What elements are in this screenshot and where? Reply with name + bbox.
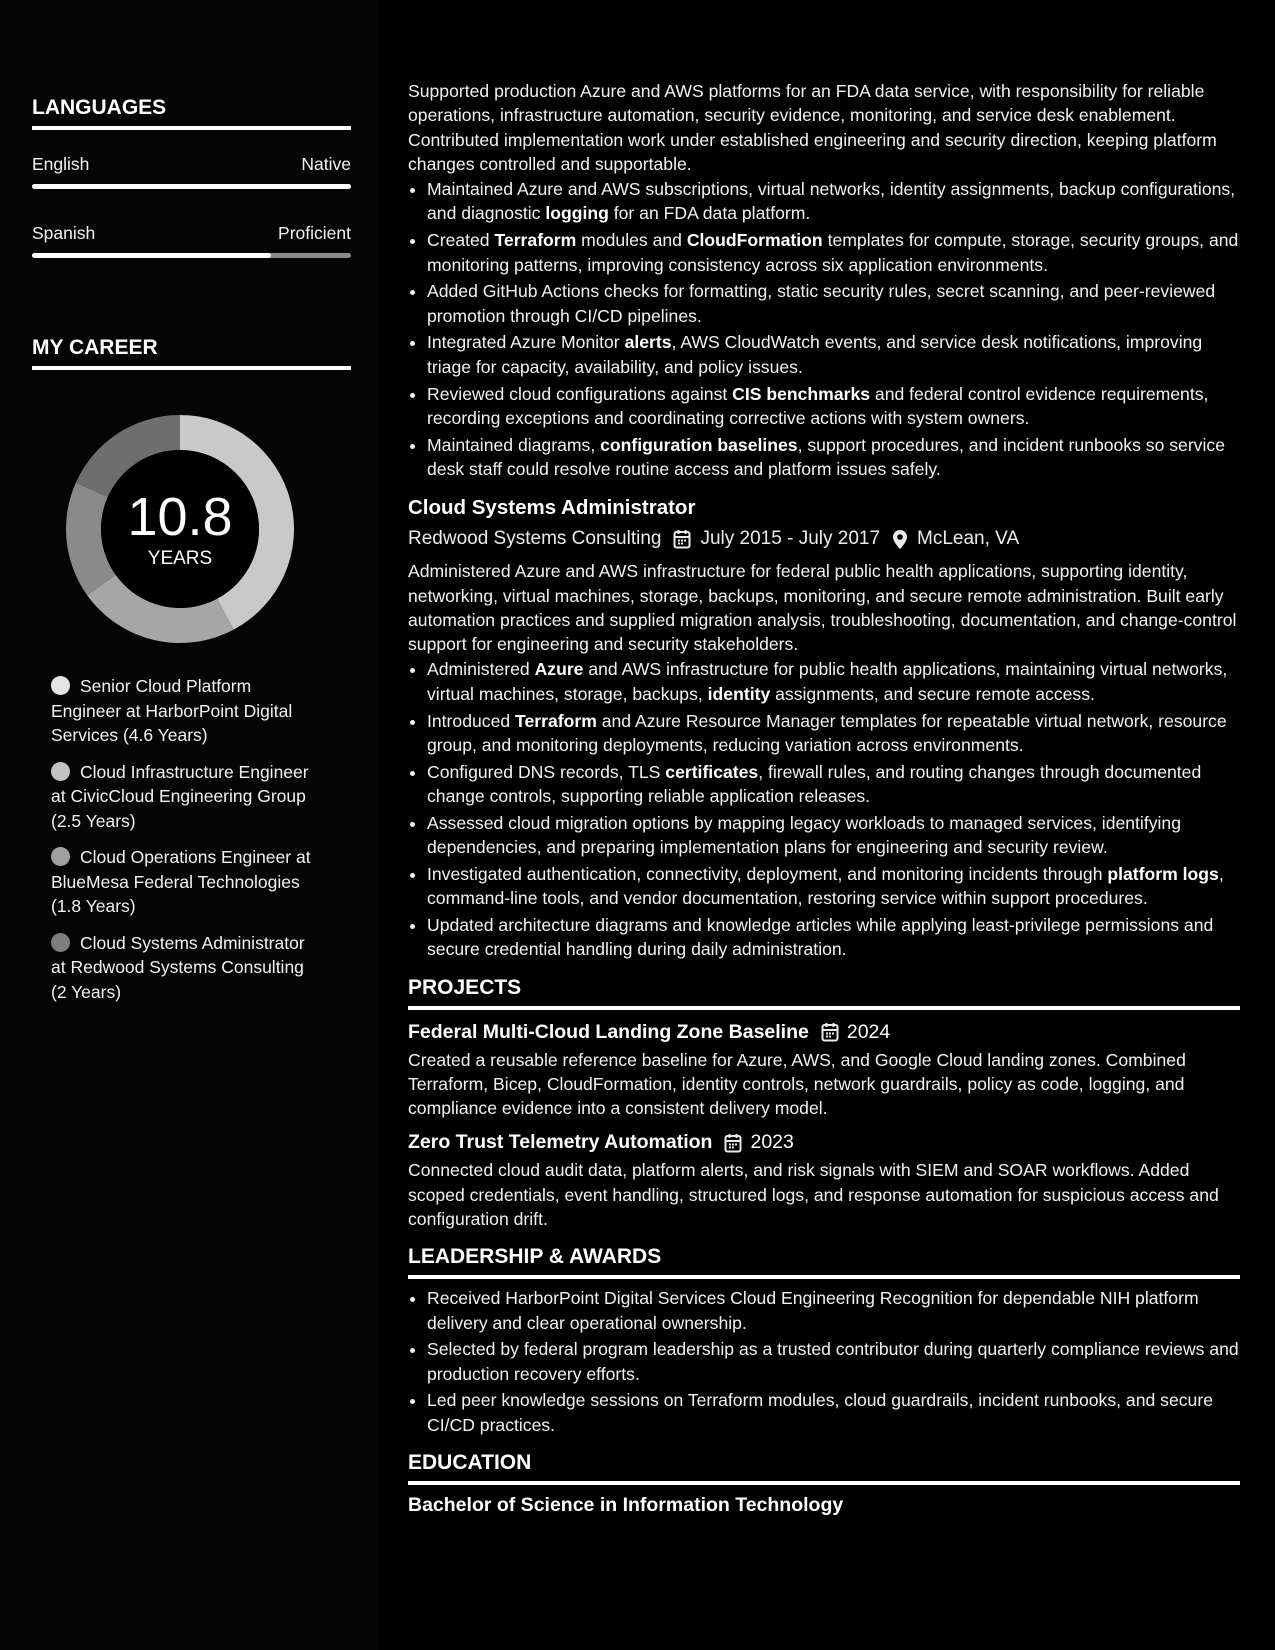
career-dot-icon: [51, 676, 70, 695]
language-name: Spanish: [32, 223, 96, 243]
project-description: Connected cloud audit data, platform alerts, and risk signals with SIEM and SOAR workflows. Added scoped credentials, event handling, structured logs, and response automation for suspicious access and configuration drift.: [408, 1160, 1219, 1229]
career-item-label: Cloud Systems Administrator at Redwood Systems Consulting (2 Years): [51, 932, 305, 1002]
location-pin-icon: [892, 529, 908, 550]
project-title: Federal Multi-Cloud Landing Zone Baseline: [408, 1020, 809, 1043]
bullet-item: • Reviewed cloud configurations against CIS benchmarks and federal control evidence requirements, recording exceptions and coordinating corrective actions with system owners.: [427, 382, 1240, 431]
bullet-item: • Administered Azure and AWS infrastructure for public health applications, maintaining virtual networks, virtual machines, storage, backups, identity assignments, and secure remote access.: [427, 657, 1240, 706]
language-bar-fill: [32, 253, 271, 258]
career-total-label: YEARS: [147, 548, 213, 569]
career-item-label: Cloud Operations Engineer at BlueMesa Federal Technologies (1.8 Years): [51, 847, 311, 916]
project-title: Zero Trust Telemetry Automation: [408, 1131, 713, 1154]
job-title: Cloud Systems Administrator: [408, 496, 696, 520]
bullet-item: • Configured DNS records, TLS certificates, firewall rules, and routing changes through documented change controls, supporting reliable application releases.: [427, 760, 1240, 809]
career-dot-icon: [51, 762, 70, 781]
career-item: [51, 845, 321, 919]
education-degree: Bachelor of Science in Information Technology: [408, 1494, 844, 1517]
bullet-item: • Maintained diagrams, configuration baselines, support procedures, and incident runbooks so service desk staff could resolve routine access and platform issues safely.: [427, 433, 1240, 482]
bullet-item: • Investigated authentication, connectivity, deployment, and monitoring incidents through platform logs, command-line tools, and vendor documentation, restoring service within support procedures.: [427, 862, 1240, 911]
bullet-item: • Added GitHub Actions checks for formatting, static security rules, secret scanning, and peer-reviewed promotion through CI/CD pipelines.: [427, 279, 1240, 328]
job-location: McLean, VA: [917, 528, 1020, 550]
leadership-item: • Led peer knowledge sessions on Terraform modules, cloud guardrails, incident runbooks, and secure CI/CD practices.: [427, 1388, 1240, 1437]
career-list: [51, 674, 321, 1016]
bullet-item: • Maintained Azure and AWS subscriptions, virtual networks, identity assignments, backup configurations, and diagnostic logging for an FDA data platform.: [427, 177, 1240, 226]
language-bar-english: [32, 184, 351, 189]
career-dot-icon: [51, 847, 70, 866]
bullet-item: • Integrated Azure Monitor alerts, AWS CloudWatch events, and service desk notifications, improving triage for capacity, availability, and policy issues.: [427, 330, 1240, 379]
main-content: [408, 79, 1240, 1519]
language-level: Proficient: [278, 223, 351, 243]
career-item-label: Cloud Infrastructure Engineer at CivicCloud Engineering Group (2.5 Years): [51, 761, 309, 831]
career-heading: MY CAREER: [32, 335, 351, 370]
language-bar-spanish: [32, 253, 351, 258]
career-donut-chart: [65, 414, 295, 644]
sidebar: [0, 0, 379, 1650]
bullet-item: • Created Terraform modules and CloudFormation templates for compute, storage, security groups, and monitoring patterns, improving consistency across six application environments.: [427, 228, 1240, 277]
company-name: Redwood Systems Consulting: [408, 528, 662, 550]
language-bar-fill: [32, 184, 351, 189]
calendar-icon: [821, 1022, 839, 1042]
project-year: 2023: [750, 1131, 794, 1154]
job-summary: Supported production Azure and AWS platforms for an FDA data service, with responsibility for reliable operations, infrastructure automation, security evidence, monitoring, and service desk enablement. Contributed implementation work under established engineering and security direction, keeping platform changes controlled and supportable.: [408, 81, 1217, 174]
career-item-label: Senior Cloud Platform Engineer at HarborPoint Digital Services (4.6 Years): [51, 676, 293, 745]
project-year: 2024: [846, 1020, 891, 1043]
leadership-item: • Selected by federal program leadership as a trusted contributor during quarterly compliance reviews and production recovery efforts.: [427, 1337, 1240, 1386]
leadership-heading: LEADERSHIP & AWARDS: [408, 1244, 1240, 1279]
bullet-item: • Assessed cloud migration options by mapping legacy workloads to managed services, identifying dependencies, and preparing implementation plans for engineering and security review.: [427, 811, 1240, 860]
project-description: Created a reusable reference baseline for Azure, AWS, and Google Cloud landing zones. Combined Terraform, Bicep, CloudFormation, identity controls, network guardrails, policy as code, logging, and compliance evidence into a consistent delivery model.: [408, 1049, 1186, 1119]
career-item: [51, 760, 321, 834]
education-heading: EDUCATION: [408, 1450, 1240, 1485]
career-item: [51, 931, 321, 1005]
leadership-bullets: [408, 1286, 1240, 1437]
career-dot-icon: [51, 933, 70, 952]
bullet-item: • Introduced Terraform and Azure Resource Manager templates for repeatable virtual network, resource group, and monitoring deployments, reducing variation across environments.: [427, 709, 1240, 758]
bullet-item: • Updated architecture diagrams and knowledge articles while applying least-privilege permissions and secure credential handling during daily administration.: [427, 913, 1240, 962]
job-meta: [408, 526, 1240, 552]
job-bullets: [408, 657, 1240, 961]
calendar-icon: [673, 529, 691, 549]
language-level: Native: [301, 154, 351, 174]
job-bullets: [408, 177, 1240, 481]
projects-heading: PROJECTS: [408, 975, 1240, 1010]
career-item: [51, 674, 321, 748]
job-summary: Administered Azure and AWS infrastructure for federal public health applications, supporting identity, networking, virtual machines, storage, backups, monitoring, and secure remote administration. Built early automation practices and supplied migration analysis, troubleshooting, documentation, and change-control support for engineering and security stakeholders.: [408, 561, 1237, 655]
language-name: English: [32, 154, 90, 174]
languages-heading: LANGUAGES: [32, 95, 351, 130]
calendar-icon: [724, 1133, 742, 1153]
language-item-spanish: [32, 222, 351, 244]
leadership-item: • Received HarborPoint Digital Services Cloud Engineering Recognition for dependable NIH platform delivery and clear operational ownership.: [427, 1286, 1240, 1335]
language-item-english: [32, 153, 351, 175]
project-title-row: [408, 1129, 1240, 1156]
career-total-years: 10.8: [127, 487, 233, 547]
project-title-row: [408, 1019, 1240, 1046]
job-dates: July 2015 - July 2017: [700, 528, 881, 550]
